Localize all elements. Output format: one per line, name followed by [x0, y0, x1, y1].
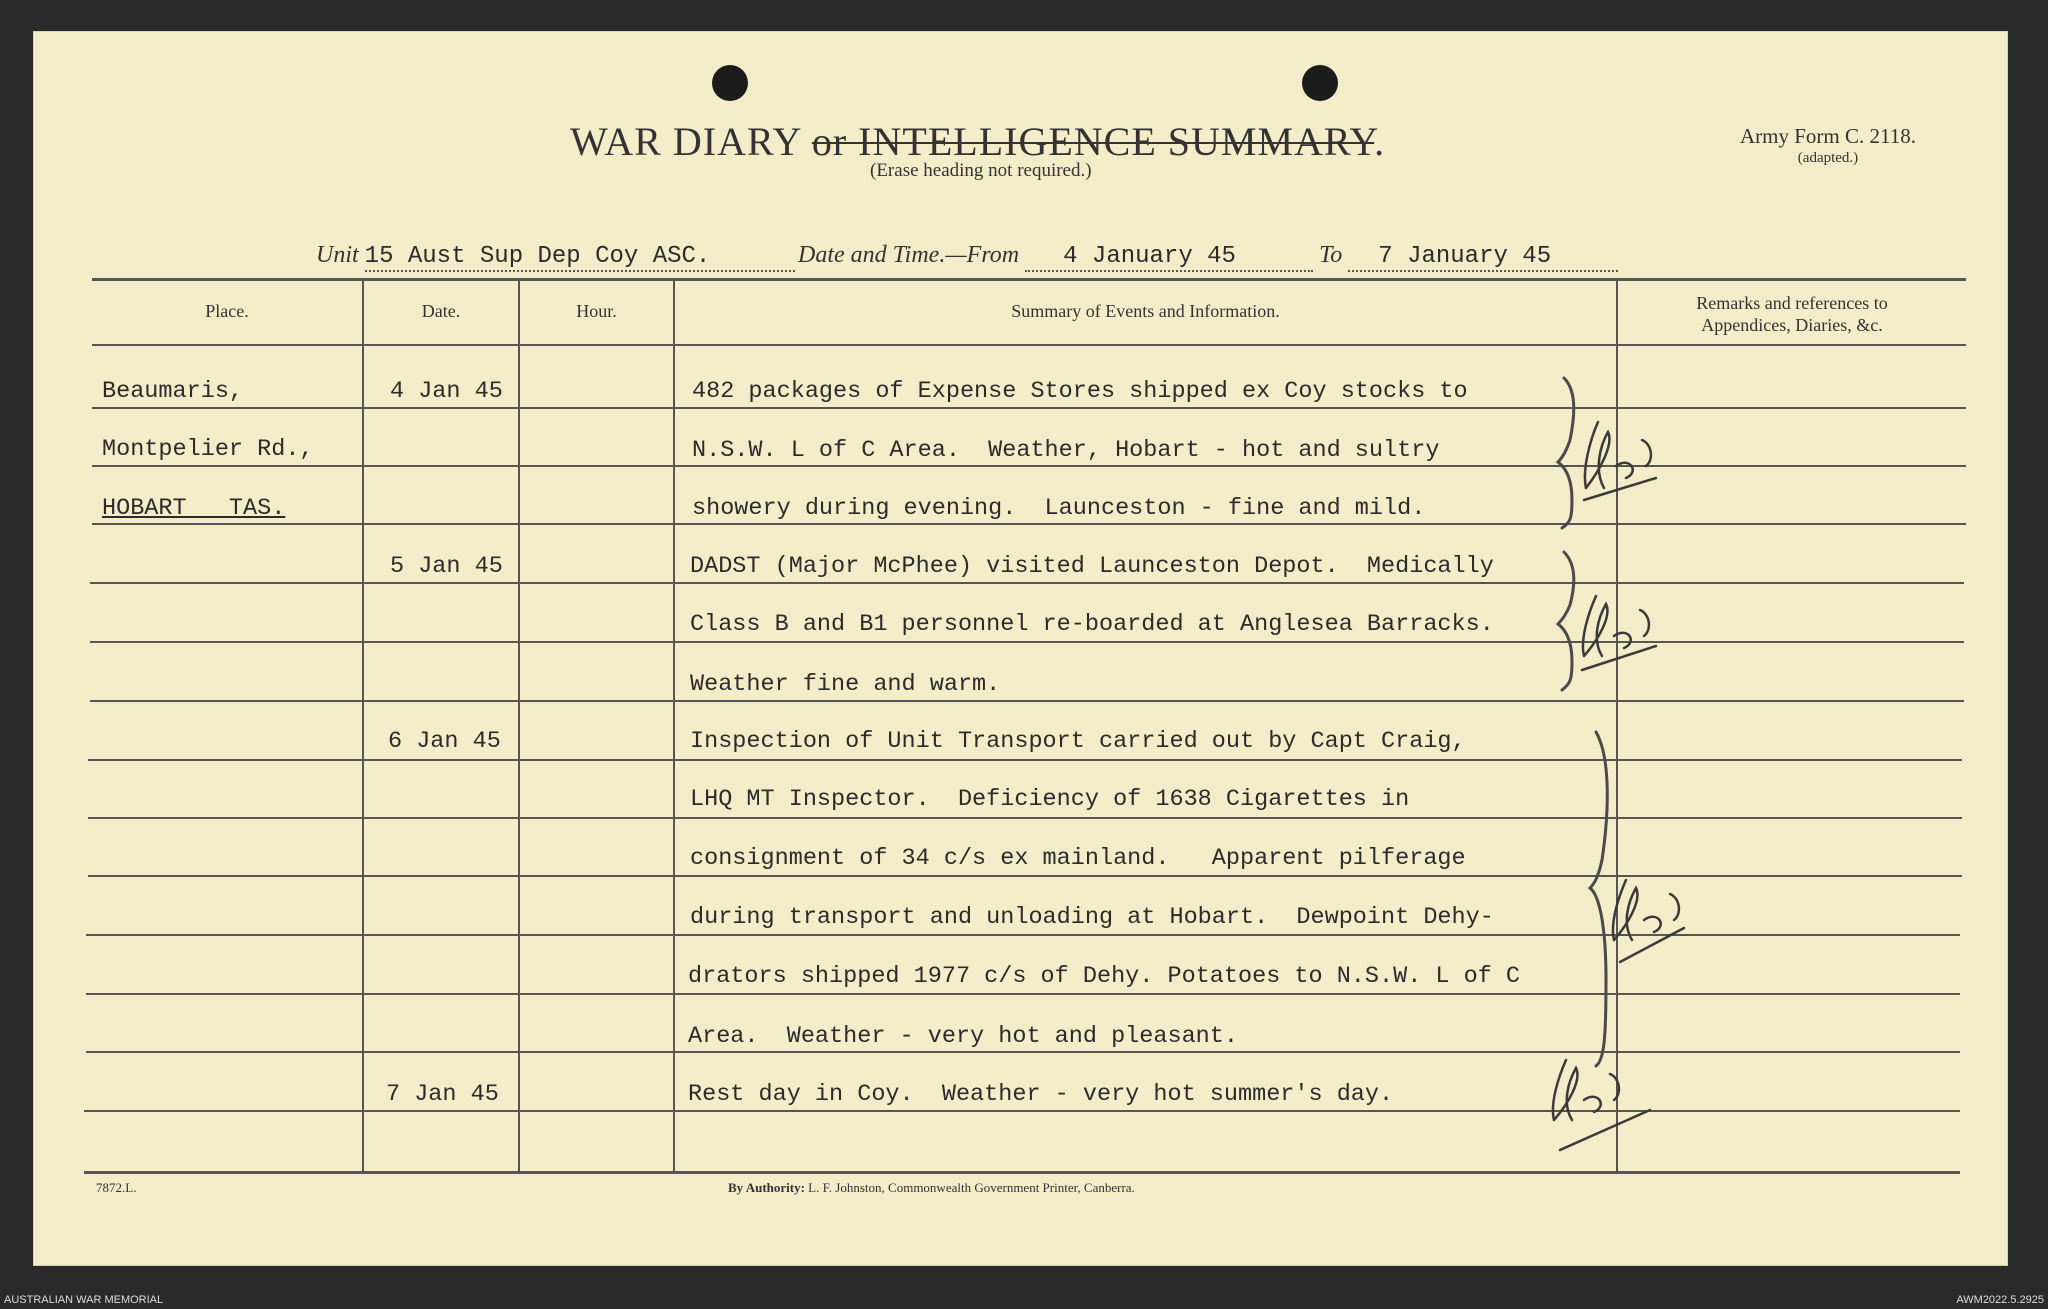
summary-line: 482 packages of Expense Stores shipped ex Coy stocks to: [692, 378, 1468, 405]
col-header-hour: Hour.: [576, 301, 617, 321]
handwritten-initials-signature: [1584, 422, 1656, 500]
authority-line: [728, 1180, 1135, 1196]
title-main: WAR DIARY: [570, 119, 801, 164]
date-from: 4 January 45: [1063, 243, 1236, 270]
brace-mark: [1590, 732, 1607, 1066]
col-header-place: Place.: [205, 301, 249, 321]
handwritten-initials-signature: [1613, 880, 1684, 962]
summary-line: drators shipped 1977 c/s of Dehy. Potatoes to N.S.W. L of C: [688, 963, 1521, 990]
entry-date: 4 Jan 45: [390, 378, 503, 405]
summary-line: LHQ MT Inspector. Deficiency of 1638 Cigarettes in: [690, 786, 1410, 813]
remarks-line-2: Appendices, Diaries, &c.: [1701, 315, 1883, 335]
place-line: HOBART TAS.: [102, 495, 286, 522]
summary-line: Rest day in Coy. Weather - very hot summer's day.: [688, 1081, 1394, 1108]
title-struck: or INTELLIGENCE SUMMARY: [811, 119, 1375, 164]
summary-line: N.S.W. L of C Area. Weather, Hobart - hot and sultry: [692, 437, 1440, 464]
unit-label: Unit: [316, 242, 359, 268]
summary-line: DADST (Major McPhee) visited Launceston Depot. Medically: [690, 553, 1494, 580]
archive-caption-right: AWM2022.5.2925: [1956, 1294, 2044, 1306]
brace-mark: [1558, 552, 1574, 690]
remarks-line-1: Remarks and references to: [1696, 293, 1888, 313]
authority-text: L. F. Johnston, Commonwealth Government Printer, Canberra.: [808, 1180, 1135, 1195]
authority-label: By Authority:: [728, 1180, 805, 1195]
handwritten-initials-signature: [1553, 1060, 1650, 1150]
form-adapted: (adapted.): [1797, 150, 1859, 166]
col-header-date: Date.: [421, 301, 461, 321]
title-end: .: [1374, 119, 1386, 164]
unit-value: 15 Aust Sup Dep Coy ASC.: [364, 243, 711, 270]
summary-line: Weather fine and warm.: [690, 671, 1001, 698]
place-line: Montpelier Rd.,: [102, 436, 314, 463]
entry-date: 6 Jan 45: [388, 728, 501, 755]
brace-mark: [1558, 378, 1574, 528]
form-code: 7872.L.: [96, 1180, 137, 1195]
archive-caption-left: AUSTRALIAN WAR MEMORIAL: [4, 1294, 164, 1306]
erase-note: (Erase heading not required.): [870, 160, 1092, 181]
to-label: To: [1319, 242, 1343, 268]
summary-line: Area. Weather - very hot and pleasant.: [688, 1023, 1238, 1050]
summary-line: showery during evening. Launceston - fine and mild.: [692, 495, 1426, 522]
summary-line: Class B and B1 personnel re-boarded at Anglesea Barracks.: [690, 611, 1494, 638]
col-header-summary: Summary of Events and Information.: [1011, 301, 1280, 321]
handwritten-initials-signature: [1582, 596, 1656, 670]
summary-line: Inspection of Unit Transport carried out by Capt Craig,: [690, 728, 1466, 755]
place-line: Beaumaris,: [102, 378, 244, 405]
entry-date: 7 Jan 45: [386, 1081, 499, 1108]
entry-date: 5 Jan 45: [390, 553, 503, 580]
form-number: Army Form C. 2118.: [1740, 124, 1916, 148]
date-to: 7 January 45: [1378, 243, 1552, 270]
summary-line: consignment of 34 c/s ex mainland. Apparent pilferage: [690, 845, 1466, 872]
date-label: Date and Time.—From: [798, 242, 1020, 268]
summary-line: during transport and unloading at Hobart. Dewpoint Dehy-: [690, 904, 1494, 931]
